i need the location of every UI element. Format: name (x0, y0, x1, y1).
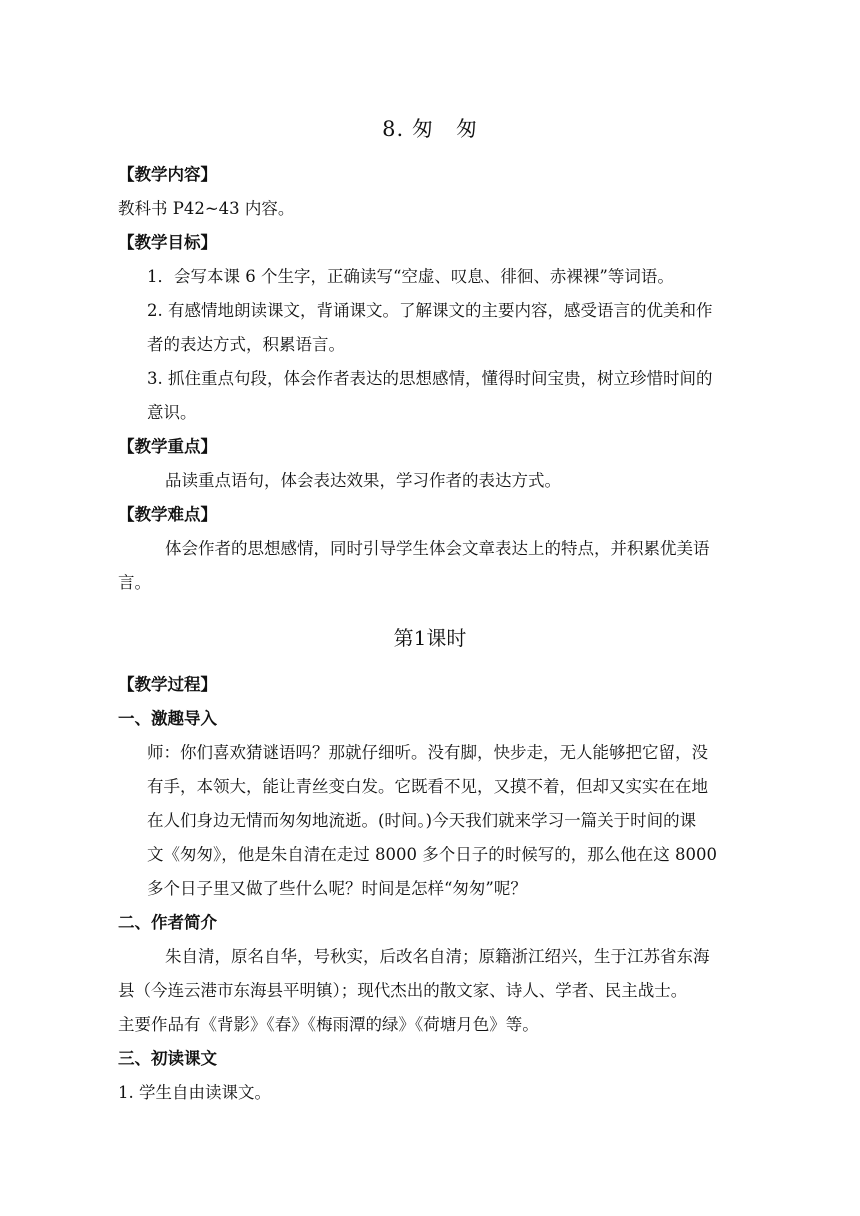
section-1-paragraph-line: 文《匆匆》，他是朱自清在走过 8000 多个日子的时候写的，那么他在这 8000 (147, 845, 717, 864)
goal-item-3-line-2: 意识。 (147, 403, 197, 422)
teaching-difficulties-line-2: 言。 (118, 573, 151, 592)
teaching-difficulties-heading: 【教学难点】 (118, 505, 217, 524)
section-2-heading: 二、作者简介 (118, 913, 217, 932)
goal-item-1: 1．会写本课 6 个生字，正确读写“空虚、叹息、徘徊、赤裸裸”等词语。 (147, 267, 674, 286)
section-1-heading: 一、激趣导入 (118, 709, 217, 728)
teaching-process-heading: 【教学过程】 (118, 675, 217, 694)
teaching-goals-heading: 【教学目标】 (118, 233, 217, 252)
goal-item-2-line-2: 者的表达方式，积累语言。 (147, 335, 345, 354)
goal-item-2-line-1: 2. 有感情地朗读课文，背诵课文。了解课文的主要内容，感受语言的优美和作 (147, 301, 713, 320)
teaching-key-points-text: 品读重点语句，体会表达效果，学习作者的表达方式。 (165, 471, 561, 490)
teaching-content-heading: 【教学内容】 (118, 165, 217, 184)
teaching-difficulties-line-1: 体会作者的思想感情，同时引导学生体会文章表达上的特点，并积累优美语 (165, 539, 710, 558)
section-1-paragraph-line: 有手，本领大，能让青丝变白发。它既看不见，又摸不着，但却又实实在在地 (147, 777, 708, 796)
section-2-paragraph-line: 主要作品有《背影》《春》《梅雨潭的绿》《荷塘月色》等。 (118, 1015, 539, 1034)
section-1-paragraph-line: 在人们身边无情而匆匆地流逝。(时间。)今天我们就来学习一篇关于时间的课 (147, 811, 697, 830)
section-2-paragraph-line: 县（今连云港市东海县平明镇）；现代杰出的散文家、诗人、学者、民主战士。 (118, 981, 688, 1000)
section-1-paragraph-line: 师：你们喜欢猜谜语吗？那就仔细听。没有脚，快步走，无人能够把它留，没 (147, 743, 708, 762)
section-2-paragraph-line: 朱自清，原名自华，号秋实，后改名自清；原籍浙江绍兴，生于江苏省东海 (165, 947, 710, 966)
teaching-content-text: 教科书 P42~43 内容。 (118, 199, 295, 218)
teaching-key-points-heading: 【教学重点】 (118, 437, 217, 456)
lesson-title: 8. 匆 匆 (382, 117, 478, 141)
period-title: 第1课时 (393, 626, 467, 650)
section-3-heading: 三、初读课文 (118, 1049, 217, 1068)
section-1-paragraph-line: 多个日子里又做了些什么呢？时间是怎样“匆匆”呢？ (147, 879, 527, 898)
section-3-item-1: 1. 学生自由读课文。 (118, 1083, 271, 1102)
goal-item-3-line-1: 3. 抓住重点句段，体会作者表达的思想感情，懂得时间宝贵，树立珍惜时间的 (147, 369, 713, 388)
